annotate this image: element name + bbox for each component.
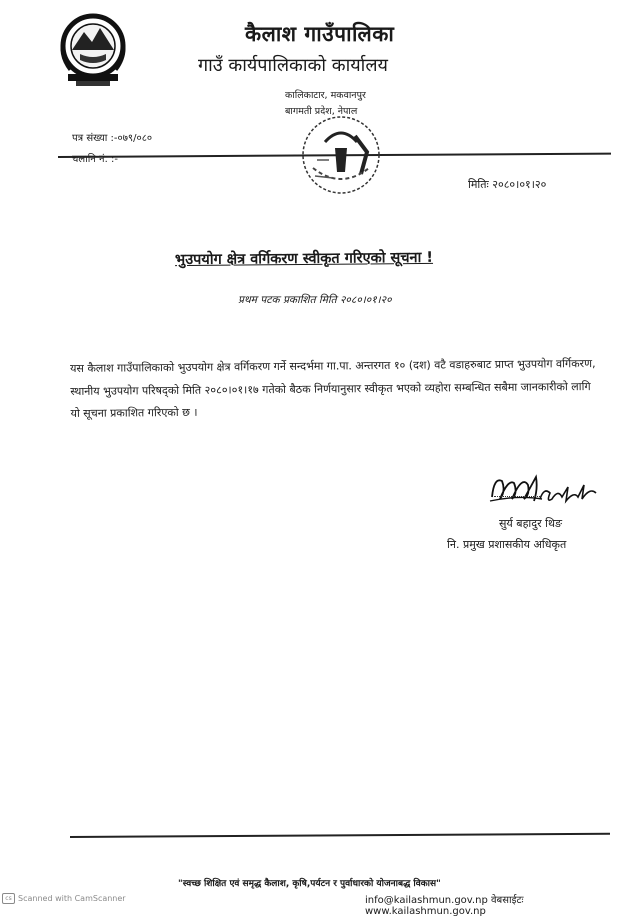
handwritten-signature	[488, 469, 600, 513]
address-line-2: बागमती प्रदेश, नेपाल	[285, 106, 358, 117]
nepal-government-emblem-icon	[50, 10, 136, 88]
office-stamp-icon	[295, 112, 387, 198]
signature-line	[494, 496, 540, 497]
signatory-name: सुर्य बहादुर थिङ	[499, 517, 563, 530]
scanner-label: Scanned with CamScanner	[18, 894, 126, 903]
reference-number: पत्र संख्या :-०७९/०८०	[72, 133, 153, 144]
letter-date: मितिः २०८०।०१।२०	[468, 178, 547, 191]
scanner-watermark	[2, 893, 126, 904]
office-name: गाउँ कार्यपालिकाको कार्यालय	[198, 55, 388, 76]
notice-title: भुउपयोग क्षेत्र वर्गिकरण स्वीकृत गरिएको सूचना !	[174, 249, 434, 269]
footer-divider	[70, 833, 610, 838]
dispatch-number: चलानि नं. :-	[72, 154, 118, 165]
org-name: कैलाश गाउँपालिका	[245, 22, 395, 46]
address-line-1: कालिकाटार, मकवानपुर	[285, 90, 366, 101]
camscanner-icon: cs	[2, 893, 15, 904]
signatory-designation: नि. प्रमुख प्रशासकीय अधिकृत	[447, 538, 567, 551]
published-date: प्रथम पटक प्रकाशित मिति २०८०।०१।२०	[238, 294, 392, 306]
notice-body: यस कैलाश गाउँपालिकाको भुउपयोग क्षेत्र वर्गिकरण गर्ने सन्दर्भमा गा.पा. अन्तरगत १० (दश) वटै वडाहरुबाट प्राप्त भुउपयोग वर्गिकरण, स्थानीय भुउपयोग परिषद्को मिति २०८०।०१।१७ गतेको बैठक निर्णयानुसार स्वीकृत भएको व्यहोरा सम्बन्धित सबैमा जानकारीको लागि यो सूचना प्रकाशित गरिएको छ ।	[70, 356, 596, 420]
footer-slogan: "स्वच्छ शिक्षित एवं समृद्ध कैलाश, कृषि,पर्यटन र पुर्वाधारको योजनाबद्ध विकास"	[178, 879, 441, 889]
footer-website: info@kailashmun.gov.np वेबसाईटः www.kailashmun.gov.np	[365, 895, 524, 917]
